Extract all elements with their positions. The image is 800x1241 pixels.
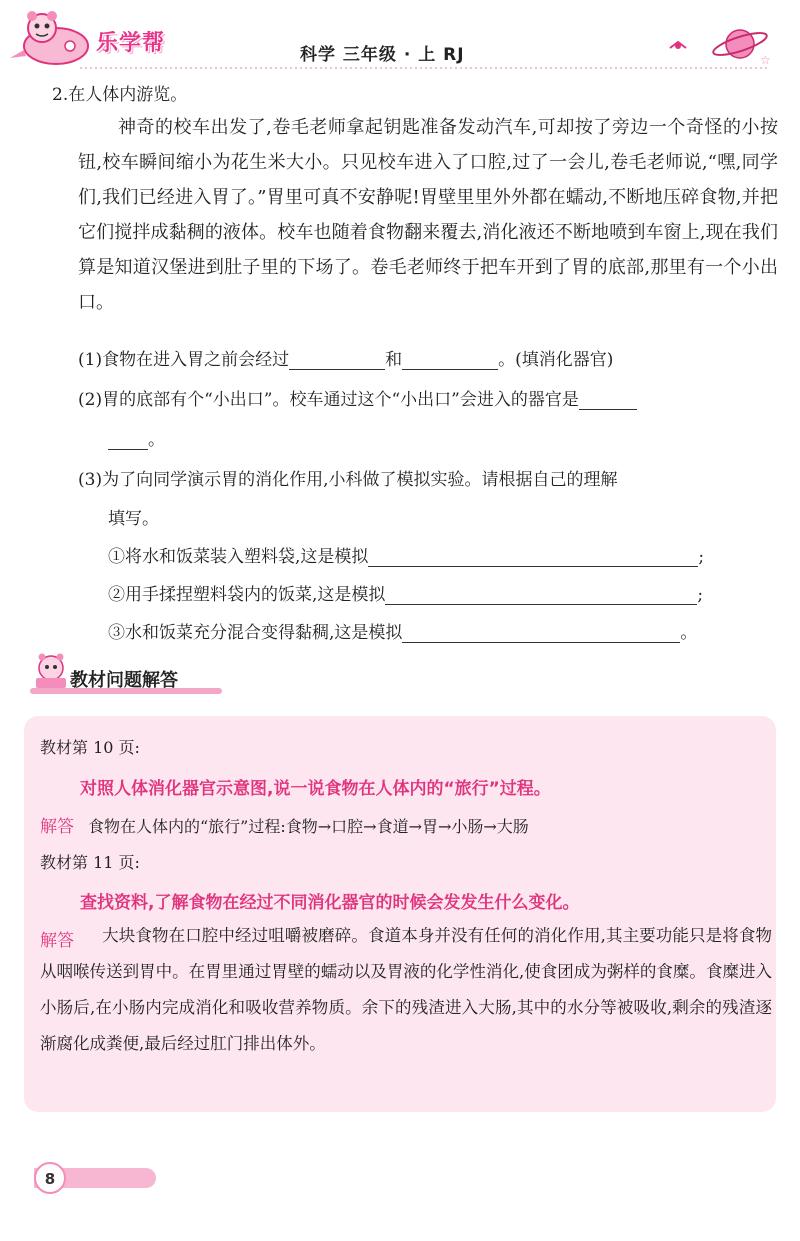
answer-blank-1a[interactable] [289, 351, 385, 370]
sim-step-2 [108, 580, 703, 605]
sim-step-1-text: ①将水和饭菜装入塑料袋,这是模拟 [108, 547, 369, 567]
sim-step-1 [108, 542, 704, 567]
subquestion-2-cont [108, 425, 165, 450]
textbook-page-11-question: 查找资料,了解食物在经过不同消化器官的时候会发发生什么变化。 [80, 893, 580, 913]
subquestion-1-text-a: (1)食物在进入胃之前会经过 [78, 350, 290, 370]
textbook-page-10-label: 教材第 10 页: [40, 738, 140, 757]
answer-blank-s2[interactable] [385, 586, 697, 605]
page-header [0, 0, 800, 72]
section-title: 教材问题解答 [70, 670, 178, 691]
textbook-page-10-question: 对照人体消化器官示意图,说一说食物在人体内的“旅行”过程。 [80, 779, 551, 799]
sim-step-2-text: ②用手揉捏塑料袋内的饭菜,这是模拟 [108, 585, 386, 605]
question-title: 2.在人体内游览。 [52, 85, 188, 105]
question-passage: 神奇的校车出发了,卷毛老师拿起钥匙准备发动汽车,可却按了旁边一个奇怪的小按钮,校车瞬间缩小为花生米大小。只见校车进入了口腔,过了一会儿,卷毛老师说,“嘿,同学们,我们已经进入胃了。”胃里可真不安静呢!胃壁里里外外都在蠕动,不断地压碎食物,并把它们搅拌成黏稠的液体。校车也随着食物翻来覆去,消化液还不断地喷到车窗上,现在我们算是知道汉堡进到肚子里的下场了。卷毛老师终于把车开到了胃的底部,那里有一个小出口。 [78, 117, 778, 313]
answer-blank-1b[interactable] [402, 351, 498, 370]
answer-label: 解答 [40, 817, 74, 837]
answer-text-11-body: 大块食物在口腔中经过咀嚼被磨碎。食道本身并没有任何的消化作用,其主要功能只是将食物从咽喉传送到胃中。在胃里通过胃壁的蠕动以及胃液的化学性消化,使食团成为粥样的食糜。食糜进入小肠后,在小肠内完成消化和吸收营养物质。余下的残渣进入大肠,其中的水分等被吸收,剩余的残渣逐渐腐化成粪便,最后经过肛门排出体外。 [40, 926, 772, 1053]
header-divider [80, 66, 770, 70]
sim-step-1-end: ; [698, 547, 705, 567]
answer-blank-2b[interactable] [108, 431, 148, 450]
answer-blank-2a[interactable] [579, 391, 637, 410]
subquestion-1-text-b: 和 [385, 350, 403, 370]
subquestion-2-text-a: (2)胃的底部有个“小出口”。校车通过这个“小出口”会进入的器官是 [78, 390, 579, 410]
sim-step-3-end: 。 [680, 623, 698, 643]
sim-step-3 [108, 618, 697, 643]
page-number: 8 [34, 1162, 66, 1194]
mascot-rocket-icon [6, 6, 98, 70]
answer-blank-s3[interactable] [402, 624, 680, 643]
textbook-page-10-answer [40, 812, 529, 837]
subquestion-2-text-b: 。 [148, 430, 165, 450]
sim-step-2-end: ; [697, 585, 704, 605]
textbook-page-11-label: 教材第 11 页: [40, 853, 140, 872]
subquestion-3: (3)为了向同学演示胃的消化作用,小科做了模拟实验。请根据自己的理解 [78, 470, 618, 490]
subquestion-1 [78, 345, 613, 370]
subquestion-3-cont: 填写。 [108, 509, 159, 529]
page-header-title: 科学 三年级 · 上 RJ [300, 45, 465, 65]
mascot-reading-icon [30, 652, 72, 692]
answer-text-10: 食物在人体内的“旅行”过程:食物→口腔→食道→胃→小肠→大肠 [88, 817, 529, 836]
sim-step-3-text: ③水和饭菜充分混合变得黏稠,这是模拟 [108, 623, 403, 643]
planet-icon [660, 20, 790, 70]
brand-logo: 乐学帮 [96, 31, 166, 56]
answer-label-11: 解答 [40, 931, 74, 951]
subquestion-1-text-c: 。(填消化器官) [498, 350, 614, 370]
answer-text-11 [40, 918, 772, 1062]
subquestion-2 [78, 385, 637, 410]
answer-blank-s1[interactable] [368, 548, 698, 567]
svg-text:☆: ☆ [760, 53, 771, 67]
